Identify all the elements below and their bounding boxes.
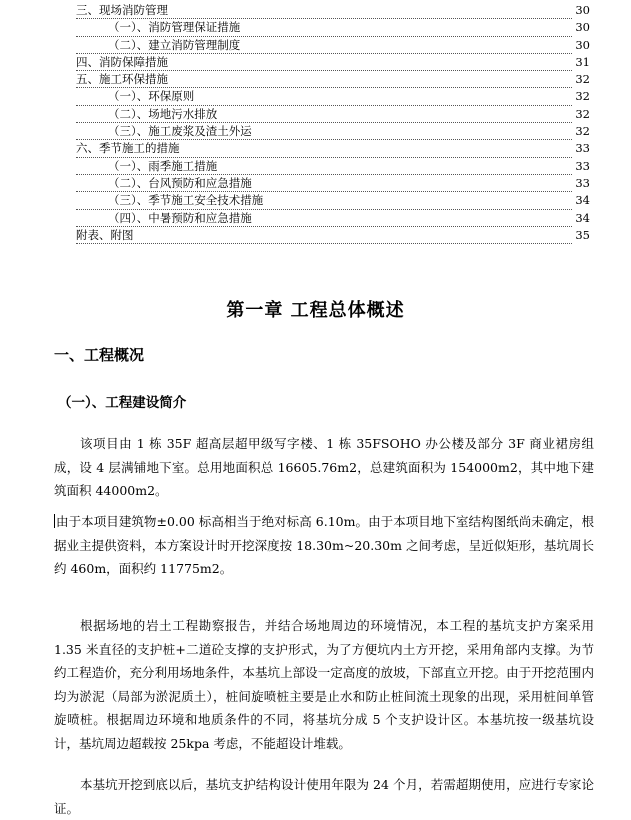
toc-entry-page: 35 xyxy=(573,227,590,244)
toc-entry-title: 四、消防保障措施 xyxy=(76,54,168,69)
chapter-title: 第一章 工程总体概述 xyxy=(226,300,405,321)
text-cursor xyxy=(54,514,55,528)
toc-entry-page: 30 xyxy=(573,37,590,54)
toc-entry[interactable] xyxy=(76,88,590,105)
toc-entry[interactable] xyxy=(76,158,590,175)
toc-entry-page: 33 xyxy=(573,175,590,192)
paragraph-excavation-depth-text: 由于本项目建筑物±0.00 标高相当于绝对标高 6.10m。由于本项目地下室结构图纸尚未确定，根据业主提供资料，本方案设计时开挖深度按 18.30m~20.30m 之间考虑，呈近似矩形，基坑周长约 460m，面积约 11775m2。 xyxy=(54,514,594,577)
toc-entry[interactable] xyxy=(76,37,590,54)
toc-entry-title: 附表、附图 xyxy=(76,227,134,242)
toc-entry-title: （三）、季节施工安全技术措施 xyxy=(76,193,265,207)
toc-entry-page: 32 xyxy=(573,106,590,123)
toc-entry[interactable] xyxy=(76,123,590,140)
toc-entry-title: （三）、施工废浆及渣土外运 xyxy=(76,124,254,138)
toc-entry-page: 33 xyxy=(573,140,590,157)
toc-entry-page: 34 xyxy=(573,192,590,209)
toc-entry-page: 30 xyxy=(573,19,590,36)
toc-entry-page: 32 xyxy=(573,71,590,88)
toc-entry-page: 34 xyxy=(573,210,590,227)
toc-entry-title: （一）、雨季施工措施 xyxy=(76,159,219,173)
toc-entry-title: 三、现场消防管理 xyxy=(76,3,168,17)
toc-entry[interactable] xyxy=(76,2,590,19)
toc-entry-title: （二）、建立消防管理制度 xyxy=(76,38,242,52)
toc-entry[interactable] xyxy=(76,54,590,71)
toc-entry[interactable] xyxy=(76,19,590,36)
toc-entry-page: 33 xyxy=(573,158,590,175)
paragraph-support-scheme: 根据场地的岩土工程勘察报告，并结合场地周边的环境情况，本工程的基坑支护方案采用 1.35 米直径的支护桩+二道砼支撑的支护形式，为了方便坑内土方开挖，采用角部内支撑。为节约工程造价，充分利用场地条件，本基坑上部设一定高度的放坡，下部直立开挖。由于开挖范围内均为淤泥（局部为淤泥质土），桩间旋喷桩主要是止水和防止桩间流土现象的出现，采用桩间单管旋喷桩。根据周边环境和地质条件的不同，将基坑分成 5 个支护设计区。本基坑按一级基坑设计，基坑周边超载按 25kpa 考虑，不能超设计堆载。 xyxy=(54,618,594,751)
toc-entry[interactable] xyxy=(76,192,590,209)
toc-entry-title: 六、季节施工的措施 xyxy=(76,141,180,156)
toc-entry-title: （四）、中暑预防和应急措施 xyxy=(76,211,254,225)
toc-entry-title: （一）、环保原则 xyxy=(76,89,196,103)
toc-entry-page: 31 xyxy=(573,54,590,71)
toc-entry-title: 五、施工环保措施 xyxy=(76,72,168,87)
toc-entry-title: （二）、场地污水排放 xyxy=(76,107,219,121)
toc-entry-page: 32 xyxy=(573,123,590,140)
subsection-title: （一）、工程建设简介 xyxy=(58,395,187,411)
toc-entry-title: （二）、台风预防和应急措施 xyxy=(76,176,254,190)
toc-entry[interactable] xyxy=(76,210,590,227)
paragraph-service-life: 本基坑开挖到底以后，基坑支护结构设计使用年限为 24 个月，若需超期使用，应进行专家论证。 xyxy=(54,777,594,816)
toc-entry-page: 32 xyxy=(573,88,590,105)
toc-entry[interactable] xyxy=(76,71,590,88)
toc-entry-title: （一）、消防管理保证措施 xyxy=(76,20,242,34)
paragraph-excavation-depth xyxy=(54,510,594,581)
toc-entry[interactable] xyxy=(76,175,590,192)
paragraph-project-intro: 该项目由 1 栋 35F 超高层超甲级写字楼、1 栋 35FSOHO 办公楼及部分 3F 商业裙房组成，设 4 层满铺地下室。总用地面积总 16605.76m2，总建筑面积为 154000m2，其中地下建筑面积 44000m2。 xyxy=(54,436,594,499)
section-title: 一、工程概况 xyxy=(54,346,145,364)
toc-entry[interactable] xyxy=(76,106,590,123)
toc-entry[interactable] xyxy=(76,227,590,244)
toc-entry-page: 30 xyxy=(573,2,590,19)
toc-entry[interactable] xyxy=(76,140,590,157)
table-of-contents xyxy=(76,2,590,244)
